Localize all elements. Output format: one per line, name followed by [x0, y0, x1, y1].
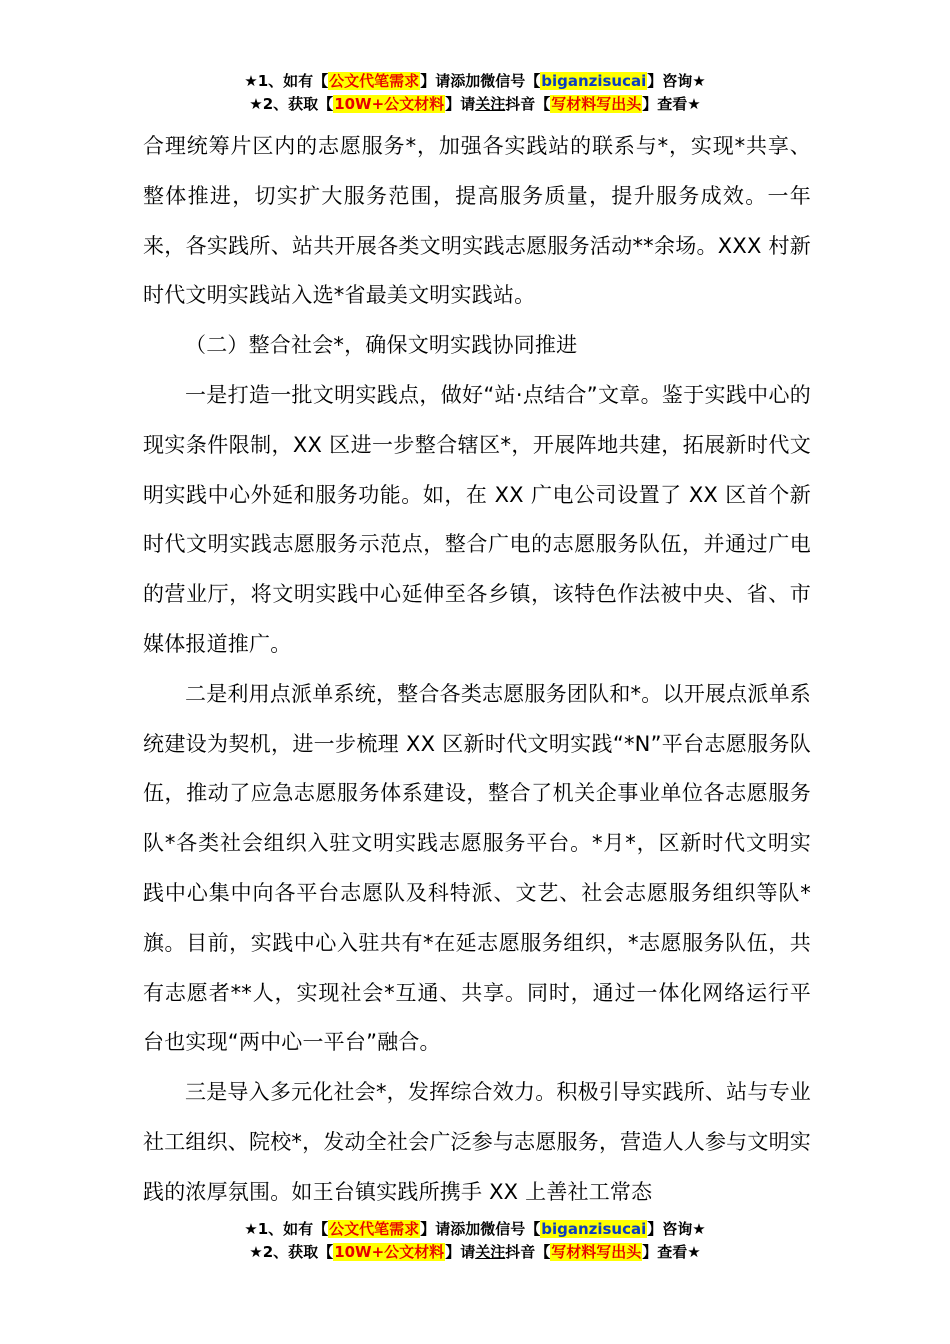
- promo-highlight: 公文代笔需求: [329, 1220, 420, 1238]
- wechat-id-highlight: biganzisucai: [541, 72, 647, 90]
- promo-line-2: ★2、获取【10W+公文材料】请关注抖音【写材料写出头】查看★: [249, 1243, 701, 1261]
- promo-highlight: 公文代笔需求: [329, 72, 420, 90]
- body-paragraph: 一是打造一批文明实践点，做好“站·点结合”文章。鉴于实践中心的现实条件限制，XX 区进一步整合辖区*，开展阵地共建，拓展新时代文明实践中心外延和服务功能。如，在 XX 广电公司设置了 XX 区首个新时代文明实践志愿服务示范点，整合广电的志愿服务队伍，并通过广电的营业厅，将文明实践中心延伸至各乡镇，该特色作法被中央、省、市媒体报道推广。: [143, 382, 811, 656]
- wechat-id-highlight: biganzisucai: [541, 1220, 647, 1238]
- promo-line-1: ★1、如有【公文代笔需求】请添加微信号【biganzisucai】咨询★: [244, 1220, 706, 1238]
- promo-highlight: 10W+公文材料: [334, 1243, 445, 1261]
- body-paragraph: 二是利用点派单系统，整合各类志愿服务团队和*。以开展点派单系统建设为契机，进一步梳理 XX 区新时代文明实践“*N”平台志愿服务队伍，推动了应急志愿服务体系建设，整合了机关企事业单位各志愿服务队*各类社会组织入驻文明实践志愿服务平台。*月*，区新时代文明实践中心集中向各平台志愿队及科特派、文艺、社会志愿服务组织等队*旗。目前，实践中心入驻共有*在延志愿服务组织，*志愿服务队伍，共有志愿者**人，实现社会*互通、共享。同时，通过一体化网络运行平台也实现“两中心一平台”融合。: [143, 681, 811, 1055]
- promo-banner-top: [0, 70, 950, 116]
- promo-banner-bottom: [0, 1218, 950, 1264]
- body-paragraph: 三是导入多元化社会*，发挥综合效力。积极引导实践所、站与专业社工组织、院校*，发动全社会广泛参与志愿服务，营造人人参与文明实践的浓厚氛围。如王台镇实践所携手 XX 上善社工常态: [143, 1080, 811, 1204]
- promo-highlight: 10W+公文材料: [334, 95, 445, 113]
- section-heading: （二）整合社会*，确保文明实践协同推进: [185, 333, 578, 358]
- promo-line-2: ★2、获取【10W+公文材料】请关注抖音【写材料写出头】查看★: [249, 95, 701, 113]
- promo-line-1: ★1、如有【公文代笔需求】请添加微信号【biganzisucai】咨询★: [244, 72, 706, 90]
- douyin-account-highlight: 写材料写出头: [551, 95, 642, 113]
- document-body: [143, 122, 811, 1218]
- douyin-account-highlight: 写材料写出头: [551, 1243, 642, 1261]
- body-paragraph: 合理统筹片区内的志愿服务*，加强各实践站的联系与*，实现*共享、整体推进，切实扩大服务范围，提高服务质量，提升服务成效。一年来，各实践所、站共开展各类文明实践志愿服务活动**余场。XXX 村新时代文明实践站入选*省最美文明实践站。: [143, 134, 811, 308]
